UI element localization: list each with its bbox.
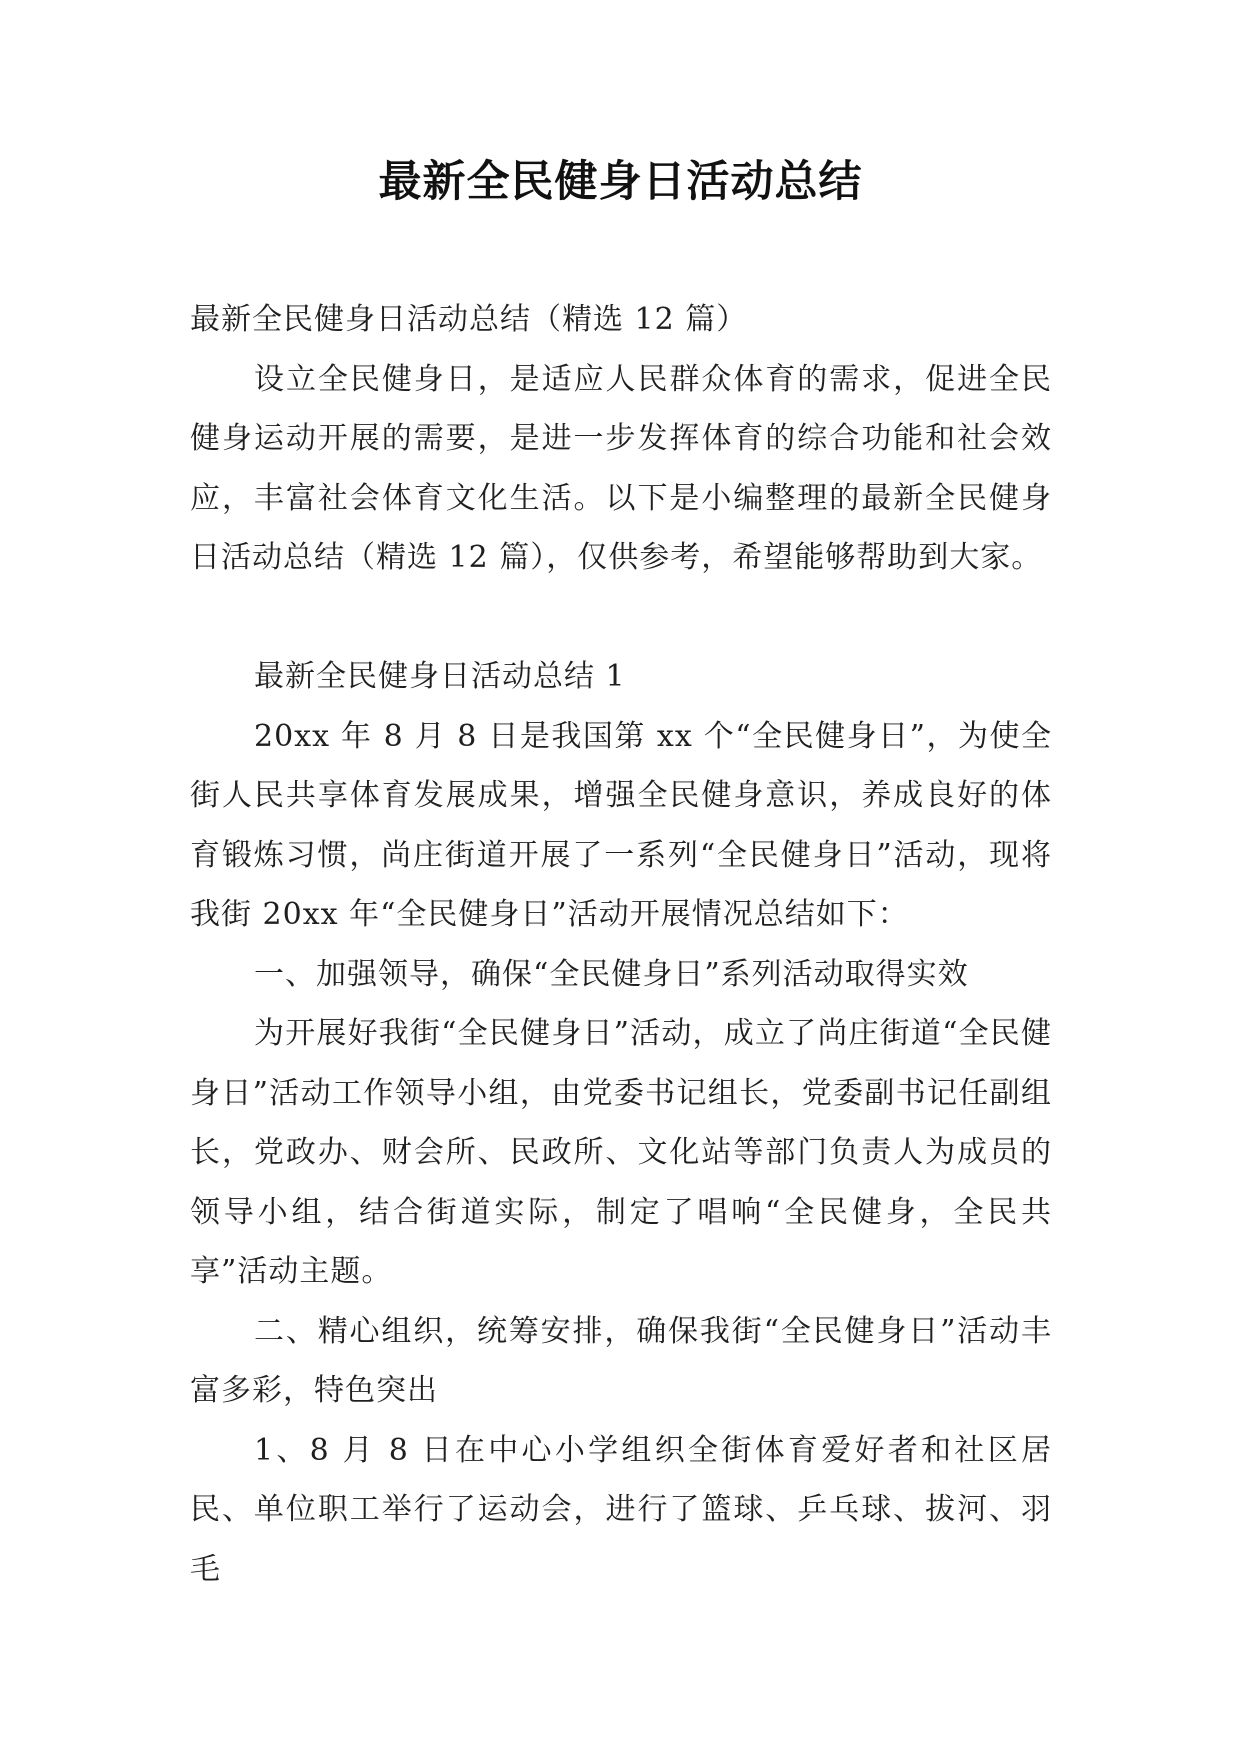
point-heading-2: 二、精心组织，统筹安排，确保我街“全民健身日”活动丰富多彩，特色突出 [190, 1313, 1052, 1408]
point-heading-1: 一、加强领导，确保“全民健身日”系列活动取得实效 [254, 956, 969, 992]
section-heading: 最新全民健身日活动总结 1 [254, 659, 626, 694]
body-paragraph: 1、8 月 8 日在中心小学组织全街体育爱好者和社区居民、单位职工举行了运动会，进行了篮球、乒乓球、拔河、羽毛 [190, 1432, 1052, 1587]
paragraph-spacer [190, 588, 1052, 648]
intro-paragraph: 设立全民健身日，是适应人民群众体育的需求，促进全民健身运动开展的需要，是进一步发挥体育的综合功能和社会效应，丰富社会体育文化生活。以下是小编整理的最新全民健身日活动总结（精选 12 篇），仅供参考，希望能够帮助到大家。 [190, 361, 1052, 575]
document-body [190, 290, 1052, 1599]
subtitle-paragraph: 最新全民健身日活动总结（精选 12 篇） [190, 302, 748, 337]
document-title: 最新全民健身日活动总结 [378, 157, 863, 207]
body-paragraph: 为开展好我街“全民健身日”活动，成立了尚庄街道“全民健身日”活动工作领导小组，由党委书记组长，党委副书记任副组长，党政办、财会所、民政所、文化站等部门负责人为成员的领导小组，结合街道实际，制定了唱响“全民健身，全民共享”活动主题。 [190, 1016, 1052, 1289]
body-paragraph: 20xx 年 8 月 8 日是我国第 xx 个“全民健身日”，为使全街人民共享体育发展成果，增强全民健身意识，养成良好的体育锻炼习惯，尚庄街道开展了一系列“全民健身日”活动，现将我街 20xx 年“全民健身日”活动开展情况总结如下： [190, 718, 1052, 932]
